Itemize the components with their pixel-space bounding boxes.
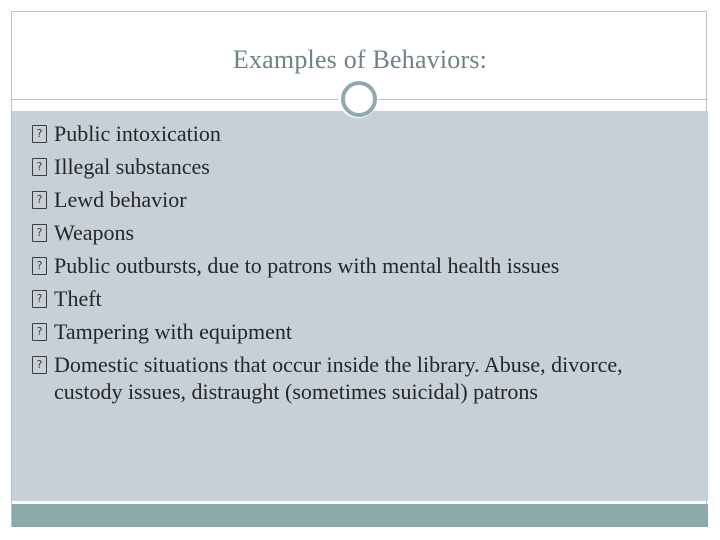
bottom-accent-band xyxy=(12,504,708,527)
bullet-item-public-intoxication xyxy=(30,120,680,147)
bullet-text: Illegal substances xyxy=(54,154,210,179)
bullet-text: Tampering with equipment xyxy=(54,319,292,344)
bullet-text: Domestic situations that occur inside the library. Abuse, divorce, custody issues, distraught (sometimes suicidal) patrons xyxy=(54,352,623,404)
bullet-text: Lewd behavior xyxy=(54,187,187,212)
bullet-item-theft xyxy=(30,285,680,312)
bullet-text: Public intoxication xyxy=(54,121,221,146)
bullet-item-illegal-substances xyxy=(30,153,680,180)
missing-glyph-box-icon xyxy=(32,323,47,341)
missing-glyph-box-icon xyxy=(32,224,47,242)
missing-glyph-box-icon xyxy=(32,290,47,308)
bullet-item-public-outbursts xyxy=(30,252,680,279)
bullet-item-weapons xyxy=(30,219,680,246)
circle-ring-icon xyxy=(341,81,377,117)
bullet-item-tampering xyxy=(30,318,680,345)
missing-glyph-box-icon xyxy=(32,158,47,176)
bullet-item-lewd-behavior xyxy=(30,186,680,213)
slide-title: Examples of Behaviors: xyxy=(232,45,488,74)
bullet-list xyxy=(30,120,680,411)
bullet-text: Public outbursts, due to patrons with mental health issues xyxy=(54,253,560,278)
bullet-text: Weapons xyxy=(54,220,135,245)
bullet-text: Theft xyxy=(54,286,102,311)
missing-glyph-box-icon xyxy=(32,191,47,209)
missing-glyph-box-icon xyxy=(32,257,47,275)
missing-glyph-box-icon xyxy=(32,125,47,143)
bullet-item-domestic-situations xyxy=(30,351,680,405)
missing-glyph-box-icon xyxy=(32,356,47,374)
